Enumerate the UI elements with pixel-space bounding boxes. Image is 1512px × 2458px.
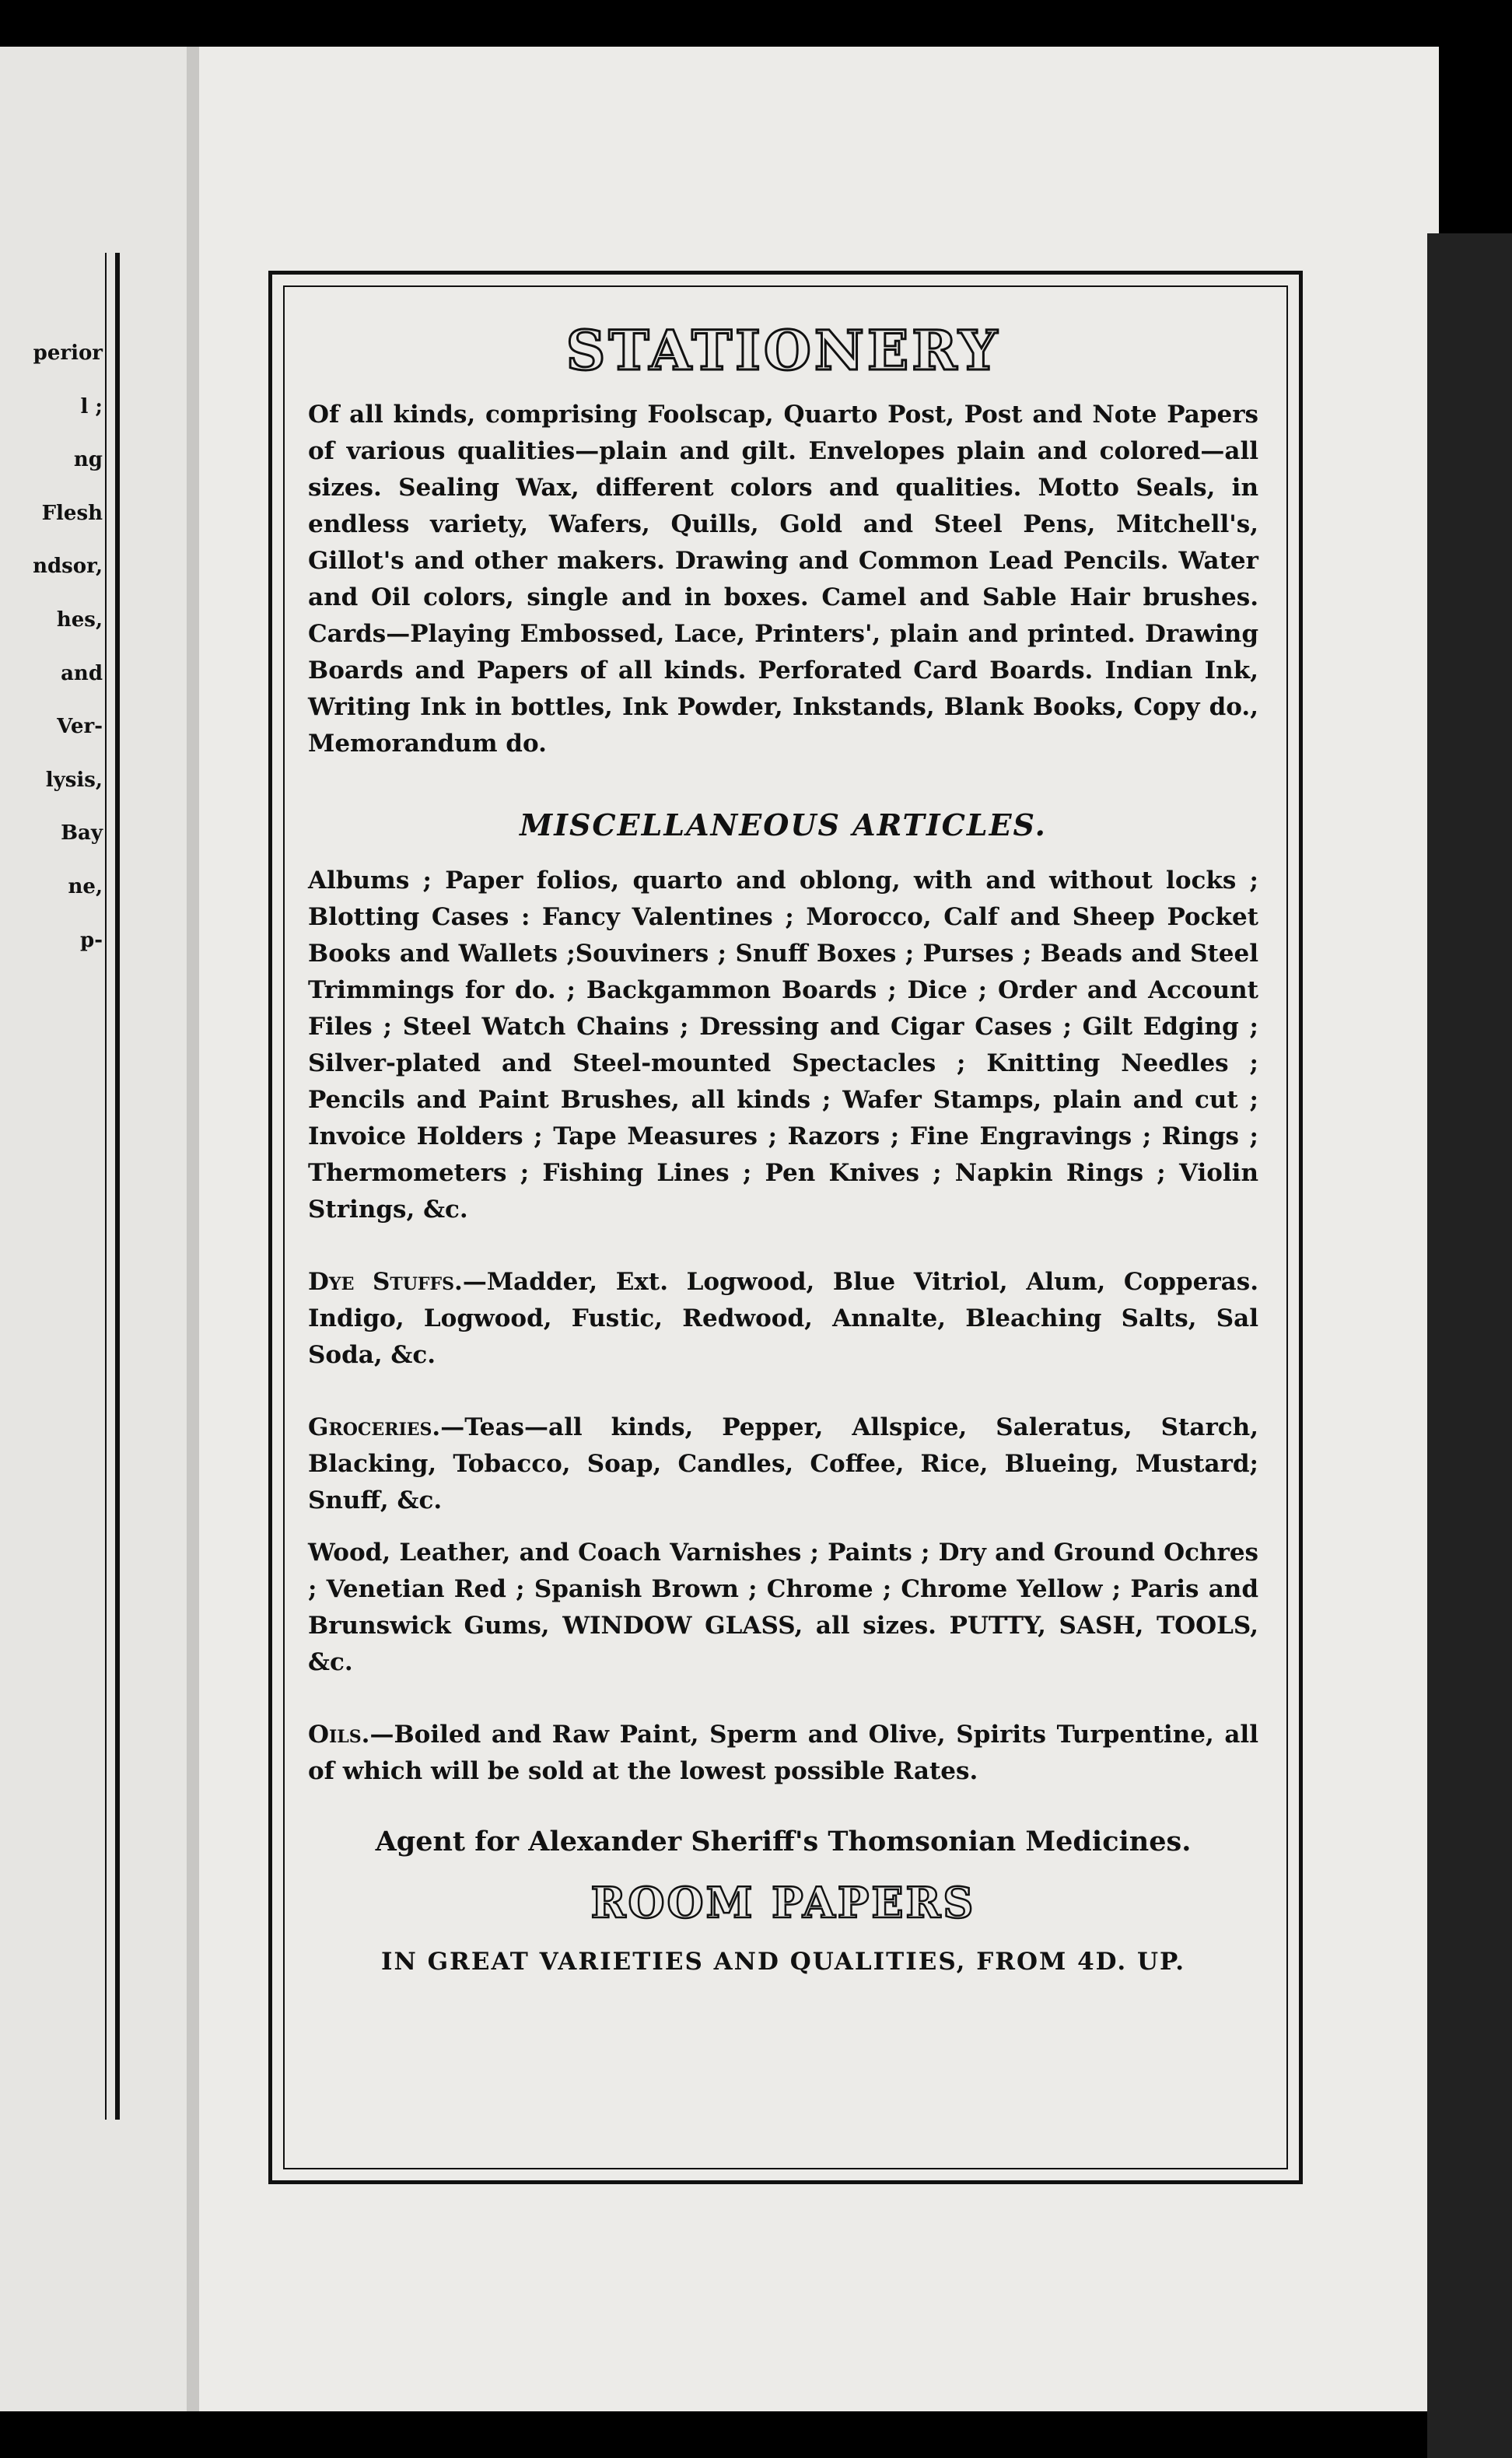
groceries-paragraph — [308, 1409, 1258, 1519]
left-fragment: and — [61, 661, 103, 685]
groceries-text: —Teas—all kinds, Pepper, Allspice, Saleratus, Starch, Blacking, Tobacco, Soap, Candles, Coffee, Rice, Blueing, Mustard; Snuff, &c. — [308, 1413, 1258, 1514]
left-page-text-fragments — [0, 342, 103, 982]
left-fragment: ne, — [68, 874, 103, 898]
advertisement-inner-frame — [283, 285, 1288, 2169]
left-fragment: ndsor, — [33, 555, 103, 579]
left-fragment: perior — [33, 341, 103, 365]
stationery-description: Of all kinds, comprising Foolscap, Quarto Post, Post and Note Papers of various qualities—plain and gilt. Envelopes plain and colored—all sizes. Sealing Wax, different colors and qualities. Motto Seals, in endless variety, Wafers, Quills, Gold and Steel Pens, Mitchell's, Gillot's and other makers. Drawing and Common Lead Pencils. Water and Oil colors, single and in boxes. Camel and Sable Hair brushes. Cards—Playing Embossed, Lace, Printers', plain and printed. Drawing Boards and Papers of all kinds. Perforated Card Boards. Indian Ink, Writing Ink in bottles, Ink Powder, Inkstands, Blank Books, Copy do., Memorandum do. — [308, 401, 1258, 758]
left-fragment: hes, — [56, 607, 103, 632]
dye-stuffs-paragraph — [308, 1264, 1258, 1374]
varieties-line: IN GREAT VARIETIES AND QUALITIES, FROM 4D. UP. — [380, 1948, 1186, 1976]
left-fragment: Bay — [61, 821, 103, 846]
oils-paragraph — [308, 1717, 1258, 1790]
left-fragment: lysis, — [45, 768, 103, 792]
advertisement-frame — [268, 271, 1303, 2184]
agent-line: Agent for Alexander Sheriff's Thomsonian Medicines. — [375, 1826, 1192, 1858]
dye-stuffs-text: —Madder, Ext. Logwood, Blue Vitriol, Alum, Copperas. Indigo, Logwood, Fustic, Redwood, Annalte, Bleaching Salts, Sal Soda, &c. — [308, 1268, 1258, 1369]
room-papers-heading: ROOM PAPERS — [590, 1878, 976, 1928]
book-gutter — [187, 47, 199, 2411]
page-edge-shadow — [1427, 233, 1512, 2458]
miscellaneous-description: Albums ; Paper folios, quarto and oblong, with and without locks ; Blotting Cases : Fancy Valentines ; Morocco, Calf and Sheep Pocket Books and Wallets ;Souviners ; Snuff Boxes ; Purses ; Beads and Steel Trimmings for do. ; Backgammon Boards ; Dice ; Order and Account Files ; Steel Watch Chains ; Dressing and Cigar Cases ; Gilt Edging ; Silver-plated and Steel-mounted Spectacles ; Knitting Needles ; Pencils and Paint Brushes, all kinds ; Wafer Stamps, plain and cut ; Invoice Holders ; Tape Measures ; Razors ; Fine Engravings ; Rings ; Thermometers ; Fishing Lines ; Pen Knives ; Napkin Rings ; Violin Strings, &c. — [308, 867, 1258, 1224]
oils-lead: Oils. — [308, 1721, 370, 1749]
left-fragment: ng — [73, 448, 103, 472]
varnishes-paragraph: Wood, Leather, and Coach Varnishes ; Paints ; Dry and Ground Ochres ; Venetian Red ; Spanish Brown ; Chrome ; Chrome Yellow ; Paris and Brunswick Gums, WINDOW GLASS, all sizes. PUTTY, SASH, TOOLS, &c. — [308, 1539, 1258, 1676]
left-fragment: Ver- — [57, 715, 103, 739]
stationery-title: STATIONERY — [565, 318, 1001, 383]
groceries-lead: Groceries. — [308, 1413, 441, 1441]
left-fragment: l ; — [80, 394, 103, 418]
left-fragment: p- — [80, 928, 103, 952]
oils-text: —Boiled and Raw Paint, Sperm and Olive, Spirits Turpentine, all of which will be sold at the lowest possible Rates. — [308, 1721, 1258, 1785]
dye-stuffs-lead: Dye Stuffs. — [308, 1268, 463, 1296]
left-fragment: Flesh — [41, 501, 103, 525]
miscellaneous-heading: MISCELLANEOUS ARTICLES. — [520, 807, 1047, 842]
